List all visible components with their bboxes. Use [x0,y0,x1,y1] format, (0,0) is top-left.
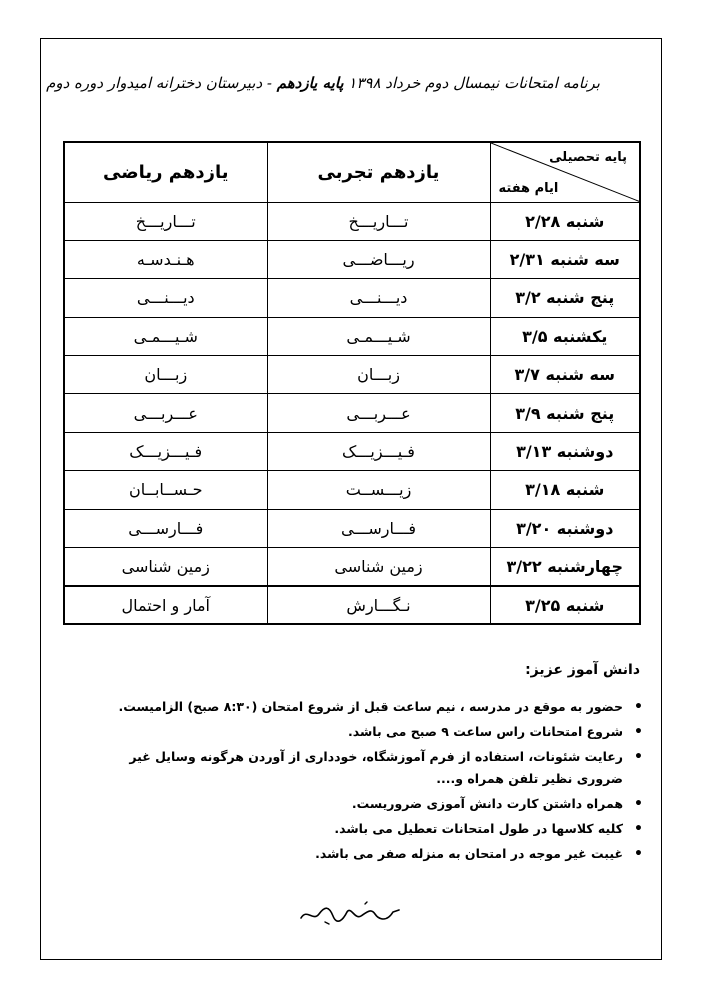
day-cell: سه شنبه ۲/۳۱ [490,240,640,278]
experimental-subject-cell: دیـــنـــی [267,279,490,317]
header-math: یازدهم ریاضی [64,142,267,202]
signature-handwriting [295,900,405,926]
day-cell: پنج شنبه ۳/۲ [490,279,640,317]
day-cell: دوشنبه ۳/۲۰ [490,509,640,547]
experimental-subject-cell: زبـــان [267,356,490,394]
table-row [64,394,640,432]
table-row [64,471,640,509]
list-item: • رعایت شئونات، استفاده از فرم آموزشگاه، خودداری از آوردن هرگونه وسایل غیر ضروری نظیر تلفن همراه و.... [83,746,623,790]
list-item: • همراه داشتن کارت دانش آموزی ضروریست. [83,793,623,815]
header-experimental: یازدهم تجربی [267,142,490,202]
table-header-row [64,142,640,202]
math-subject-cell: زمین شناسی [64,548,267,586]
math-subject-cell: عـــربـــی [64,394,267,432]
list-item: • غیبت غیر موجه در امتحان به منزله صفر می باشد. [83,843,623,865]
experimental-subject-cell: فـیـــزیـــک [267,432,490,470]
table-row [64,586,640,624]
title-school: - دبیرستان دخترانه امیدوار دوره دوم [46,74,272,92]
experimental-subject-cell: ریـــاضـــی [267,240,490,278]
experimental-subject-cell: زیـــســت [267,471,490,509]
table-row [64,279,640,317]
math-subject-cell: شـیـــمـی [64,317,267,355]
table-row [64,317,640,355]
experimental-subject-cell: تـــاریـــخ [267,202,490,240]
math-subject-cell: حـســابــان [64,471,267,509]
notes-heading: دانش آموز عزیز: [525,662,640,678]
math-subject-cell: فـیـــزیـــک [64,432,267,470]
experimental-subject-cell: نـگـــارش [267,586,490,624]
table-row [64,356,640,394]
day-cell: چهارشنبه ۳/۲۲ [490,548,640,586]
list-item: • حضور به موقع در مدرسه ، نیم ساعت قبل از شروع امتحان (۸:۳۰ صبح) الزامیست. [83,696,623,718]
math-subject-cell: آمار و احتمال [64,586,267,624]
list-item: • کلیه کلاسها در طول امتحانات تعطیل می باشد. [83,818,623,840]
table-row [64,548,640,586]
notes-list [83,696,645,868]
table-row [64,509,640,547]
experimental-subject-cell: زمین شناسی [267,548,490,586]
day-cell: دوشنبه ۳/۱۳ [490,432,640,470]
day-cell: پنج شنبه ۳/۹ [490,394,640,432]
list-item: • شروع امتحانات راس ساعت ۹ صبح می باشد. [83,721,623,743]
day-cell: شنبه ۳/۱۸ [490,471,640,509]
math-subject-cell: تـــاریـــخ [64,202,267,240]
experimental-subject-cell: شـیـــمـی [267,317,490,355]
day-cell: یکشنبه ۳/۵ [490,317,640,355]
day-cell: سه شنبه ۳/۷ [490,356,640,394]
day-cell: شنبه ۳/۲۵ [490,586,640,624]
experimental-subject-cell: فـــارســـی [267,509,490,547]
exam-schedule-table [63,141,641,625]
table-row [64,432,640,470]
table-row [64,202,640,240]
math-subject-cell: هـنـدسـه [64,240,267,278]
math-subject-cell: فـــارســـی [64,509,267,547]
table-row [64,240,640,278]
document-title [46,74,600,92]
math-subject-cell: دیـــنـــی [64,279,267,317]
math-subject-cell: زبـــان [64,356,267,394]
experimental-subject-cell: عـــربـــی [267,394,490,432]
day-cell: شنبه ۲/۲۸ [490,202,640,240]
title-grade: پایه یازدهم [276,74,344,92]
corner-header-cell [490,142,640,202]
title-part-1: برنامه امتحانات نیمسال دوم خرداد ۱۳۹۸ [348,74,600,92]
grade-label: پایه تحصیلی [549,150,627,165]
weekday-label: ایام هفته [498,180,559,196]
